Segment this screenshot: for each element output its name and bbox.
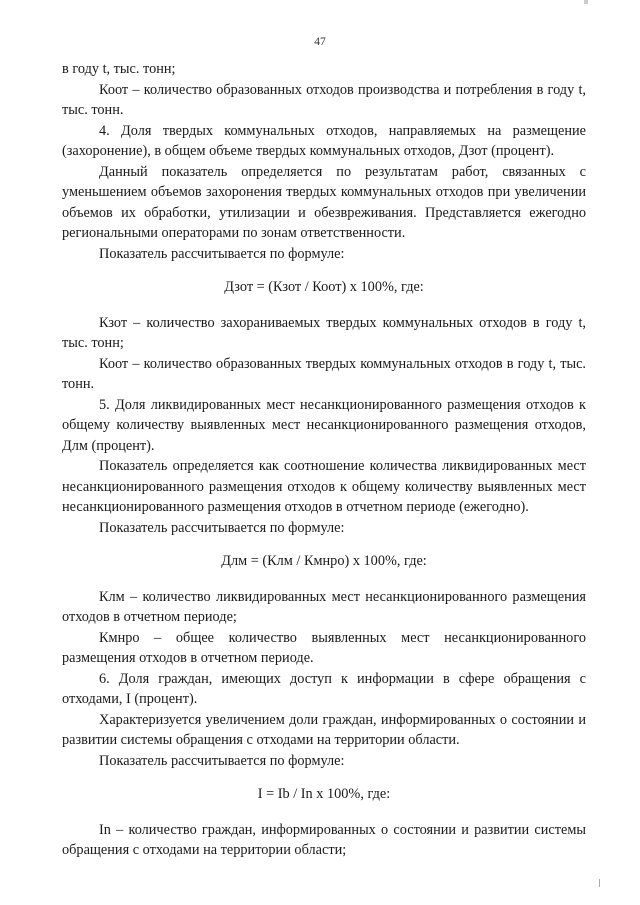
paragraph: Показатель рассчитывается по формуле:	[99, 519, 345, 536]
paragraph: 6. Доля граждан, имеющих доступ к информации в сфере обращения с отходами, I (процент).	[62, 670, 586, 707]
page-number: 47	[314, 36, 326, 48]
paragraph: Коот – количество образованных отходов производства и потребления в году t, тыс. тонн.	[62, 81, 586, 118]
paragraph: Данный показатель определяется по результатам работ, связанных с уменьшением объемов захоронения твердых коммунальных отходов при увеличении объемов их обработки, утилизации и обезвреживания. Представляется ежегодно региональными операторами по зонам ответственности.	[62, 163, 586, 241]
formula: Длм = (Клм / Кмнро) х 100%, где:	[221, 553, 427, 569]
paragraph: 5. Доля ликвидированных мест несанкционированного размещения отходов к общему количеству выявленных мест несанкционированного размещения отходов, Длм (процент).	[62, 396, 586, 454]
paragraph: In – количество граждан, информированных о состоянии и развитии системы обращения с отходами на территории области;	[62, 821, 586, 858]
paragraph: 4. Доля твердых коммунальных отходов, направляемых на размещение (захоронение), в общем объеме твердых коммунальных отходов, Дзот (процент).	[62, 122, 586, 159]
paragraph: Кмнро – общее количество выявленных мест несанкционированного размещения отходов в отчетном периоде.	[62, 629, 586, 666]
paragraph: Показатель определяется как соотношение количества ликвидированных мест несанкционированного размещения отходов к общему количеству выявленных мест несанкционированного размещения отходов в отчетном периоде (ежегодно).	[62, 458, 586, 515]
paragraph: Показатель рассчитывается по формуле:	[99, 752, 345, 769]
paragraph: в году t, тыс. тонн;	[62, 61, 176, 77]
scan-mark	[599, 879, 600, 887]
paragraph: Показатель рассчитывается по формуле:	[99, 245, 345, 262]
paragraph: Коот – количество образованных твердых коммунальных отходов в году t, тыс. тонн.	[62, 355, 586, 392]
formula: Дзот = (Кзот / Коот) х 100%, где:	[224, 279, 424, 295]
paragraph: Клм – количество ликвидированных мест несанкционированного размещения отходов в отчетном периоде;	[62, 588, 586, 625]
paragraph: Кзот – количество захораниваемых твердых коммунальных отходов в году t, тыс. тонн;	[62, 314, 586, 351]
paragraph: Характеризуется увеличением доли граждан, информированных о состоянии и развитии системы обращения с отходами на территории области.	[62, 711, 586, 748]
scan-mark	[584, 0, 588, 4]
formula: I = Ib / In х 100%, где:	[257, 786, 391, 802]
document-body	[62, 59, 586, 861]
